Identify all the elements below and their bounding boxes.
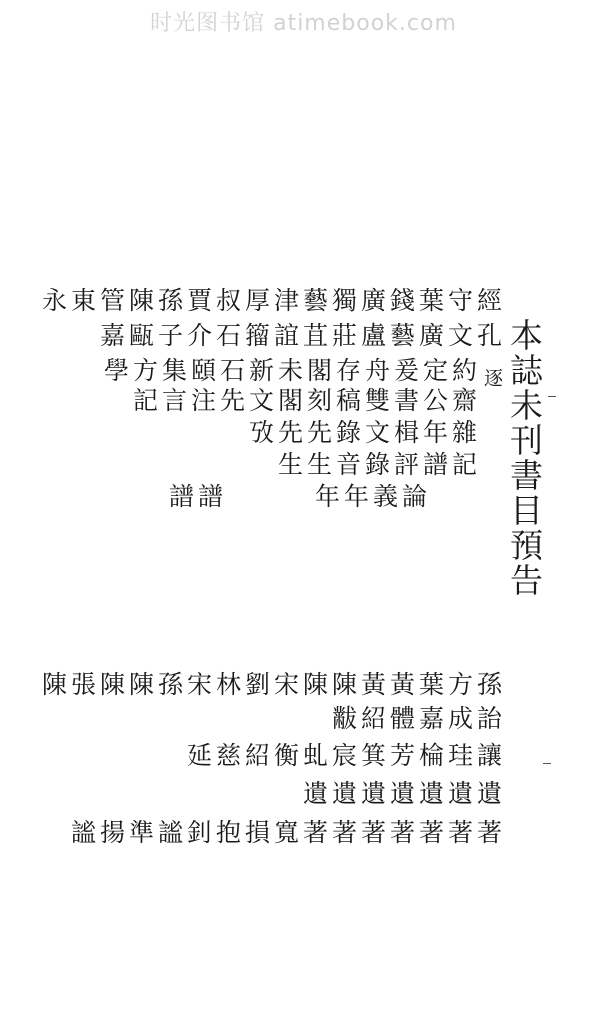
- upper-row-8: 譜譜: [168, 482, 227, 511]
- upper-row-5: 雜年楫文錄先先攷: [248, 418, 481, 447]
- upper-row-7: 論義年年: [314, 482, 431, 511]
- author-row-5: 著著著著著著著寬損抱釗謐準揚謐: [70, 818, 506, 847]
- author-row-3: 讓珪棆芳箕宸虬衡紹慈延: [186, 741, 506, 770]
- upper-row-3: 約定爰舟存閣未新石頤集方學: [103, 356, 481, 385]
- watermark: 时光图书馆 atimebook.com: [150, 11, 457, 36]
- author-row-2: 詒成嘉體紹黻: [331, 704, 506, 733]
- margin-mark: [548, 396, 556, 397]
- upper-row-1: 經守葉錢廣獨藝津厚叔賈孫陳管東永: [41, 286, 506, 315]
- upper-row-4: 齋公書雙稿刻閣文先注言記: [132, 386, 481, 415]
- upper-row-6: 記譜評錄音生生: [277, 450, 481, 479]
- page-title: 本誌未刊書目預告: [505, 318, 544, 598]
- author-row-4: 遺遺遺遺遺遺遺: [302, 779, 506, 808]
- margin-mark-2: [543, 763, 551, 764]
- upper-row-2: 孔文廣藝盧莊苴誼籀石介子甌嘉: [99, 321, 506, 350]
- author-row-1: 孫方葉黃黃陳陳宋劉林宋孫陳陳張陳: [41, 670, 506, 699]
- title-prefix: 逐: [481, 368, 503, 387]
